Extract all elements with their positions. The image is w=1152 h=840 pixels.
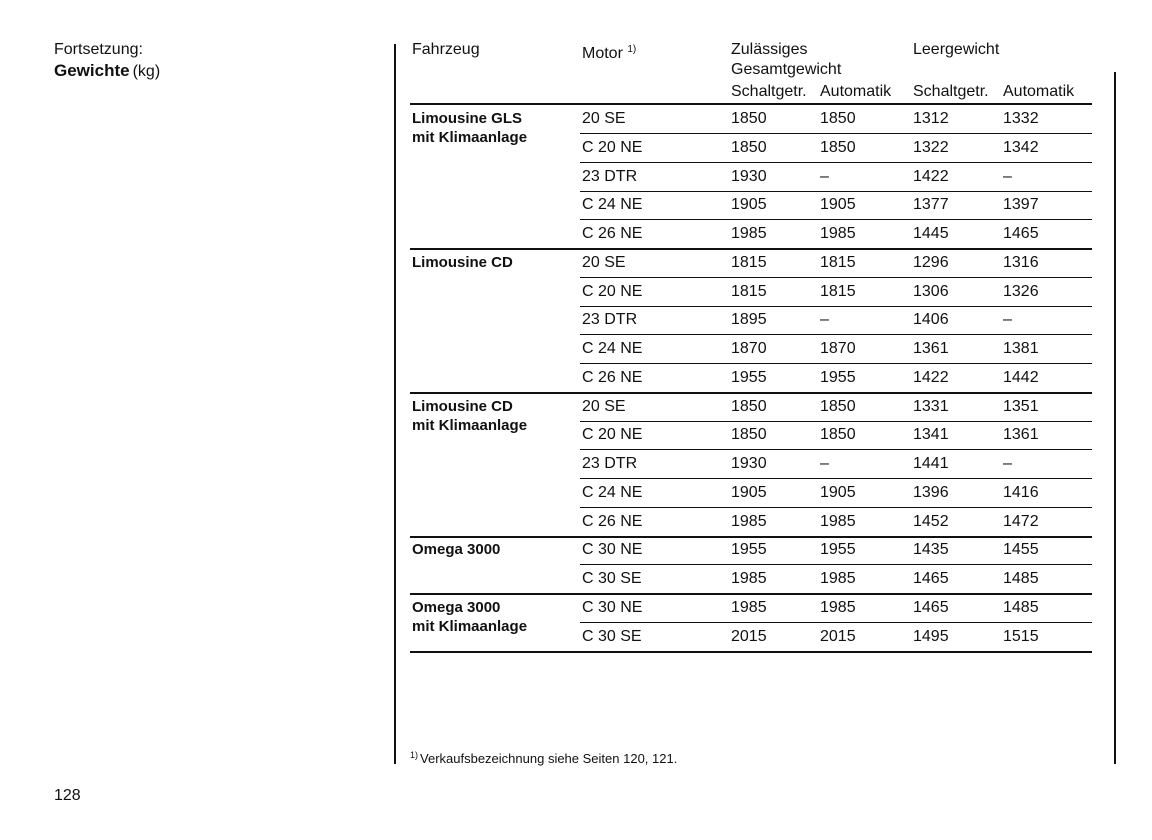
engine-cell: C 26 NE	[582, 225, 643, 242]
weight-cell: 1472	[1003, 512, 1039, 530]
weight-cell: 1397	[1003, 196, 1039, 214]
engine-cell: 20 SE	[582, 397, 626, 415]
weight-cell: 1985	[820, 512, 856, 530]
vehicle-label: Limousine CD	[412, 253, 513, 271]
row-rule	[580, 162, 1092, 163]
group-rule	[410, 392, 1092, 394]
footnote-text: Verkaufsbezeichnung siehe Seiten 120, 121.	[420, 751, 678, 766]
weight-cell: 1465	[1003, 225, 1039, 242]
weight-cell: 1850	[820, 110, 856, 127]
weight-cell: 1815	[731, 253, 767, 271]
vehicle-label: mit Klimaanlage	[412, 129, 528, 146]
weight-cell: 1985	[820, 598, 856, 616]
weight-cell: 1296	[913, 253, 949, 271]
weight-cell: 1381	[1003, 340, 1039, 357]
engine-cell: C 30 SE	[582, 570, 642, 587]
vehicle-label: mit Klimaanlage	[412, 617, 528, 635]
weight-cell: 1342	[1003, 138, 1039, 156]
weight-cell: 1905	[731, 196, 767, 214]
weight-cell: 1416	[1003, 483, 1039, 501]
footnote-ref: 1)	[627, 44, 637, 55]
weight-cell: –	[1003, 167, 1012, 185]
weight-cell: 1332	[1003, 110, 1039, 127]
weight-cell: –	[820, 311, 829, 329]
weight-cell: 1895	[731, 311, 767, 329]
row-rule	[580, 478, 1092, 479]
weight-cell: 1396	[913, 483, 949, 501]
weight-cell: 1326	[1003, 282, 1039, 300]
weight-cell: 2015	[820, 627, 856, 645]
engine-cell: C 26 NE	[582, 512, 643, 530]
row-rule	[580, 306, 1092, 307]
weight-cell: 1322	[913, 138, 949, 156]
weight-cell: –	[820, 167, 829, 185]
row-rule	[580, 219, 1092, 220]
engine-cell: C 26 NE	[582, 368, 643, 386]
engine-cell: C 24 NE	[582, 483, 643, 501]
weight-cell: 1985	[731, 512, 767, 530]
weight-cell: 1351	[1003, 397, 1039, 415]
engine-cell: C 30 SE	[582, 627, 642, 645]
group-rule	[410, 593, 1092, 595]
engine-cell: C 20 NE	[582, 426, 643, 444]
weight-cell: 1850	[820, 426, 856, 444]
row-rule	[580, 622, 1092, 623]
engine-cell: 20 SE	[582, 253, 626, 271]
weight-cell: 1985	[731, 570, 767, 587]
header-vehicle: Fahrzeug	[412, 41, 480, 58]
weight-cell: 1361	[1003, 426, 1039, 444]
weight-cell: 1905	[820, 483, 856, 501]
page-number: 128	[54, 787, 81, 804]
weight-cell: 1985	[820, 570, 856, 587]
row-rule	[580, 507, 1092, 508]
weight-cell: 1985	[820, 225, 856, 242]
weight-cell: 1442	[1003, 368, 1039, 386]
weight-cell: 1955	[820, 541, 856, 559]
engine-cell: 20 SE	[582, 110, 626, 127]
weight-cell: 1406	[913, 311, 949, 329]
engine-cell: C 20 NE	[582, 138, 643, 156]
engine-cell: C 30 NE	[582, 541, 643, 559]
weight-cell: 1445	[913, 225, 949, 242]
weight-cell: 1955	[731, 541, 767, 559]
weight-cell: 1422	[913, 167, 949, 185]
header-auto-gross: Automatik	[820, 83, 892, 100]
group-rule	[410, 651, 1092, 653]
engine-cell: C 24 NE	[582, 340, 643, 357]
row-rule	[580, 564, 1092, 565]
weight-cell: 1955	[731, 368, 767, 386]
weight-cell: 1815	[731, 282, 767, 300]
row-rule	[580, 449, 1092, 450]
weight-cell: 1870	[820, 340, 856, 357]
weight-cell: 1331	[913, 397, 949, 415]
weight-cell: 1985	[731, 598, 767, 616]
weight-cell: 1316	[1003, 253, 1039, 271]
weight-cell: 1441	[913, 455, 949, 472]
weight-cell: 1815	[820, 253, 856, 271]
header-auto-empty: Automatik	[1003, 83, 1075, 100]
weight-cell: 1850	[820, 138, 856, 156]
weight-cell: 1452	[913, 512, 949, 530]
row-rule	[580, 191, 1092, 192]
weight-cell: –	[820, 455, 829, 472]
vehicle-label: Omega 3000	[412, 598, 501, 616]
weight-cell: 1985	[731, 225, 767, 242]
weight-cell: 2015	[731, 627, 767, 645]
weight-cell: 1377	[913, 196, 949, 214]
row-rule	[580, 421, 1092, 422]
weight-cell: 1515	[1003, 627, 1039, 645]
weight-cell: 1422	[913, 368, 949, 386]
weight-cell: –	[1003, 311, 1012, 329]
vehicle-label: Omega 3000	[412, 541, 501, 559]
weight-cell: 1850	[731, 138, 767, 156]
weight-cell: 1341	[913, 426, 949, 444]
weight-cell: 1485	[1003, 570, 1039, 587]
row-rule	[580, 277, 1092, 278]
weight-cell: 1361	[913, 340, 949, 357]
header-empty-weight: Leergewicht	[913, 41, 1000, 58]
weight-cell: 1905	[820, 196, 856, 214]
vehicle-label: Limousine GLS	[412, 110, 523, 127]
group-rule	[410, 248, 1092, 250]
weight-cell: 1485	[1003, 598, 1039, 616]
weight-cell: 1435	[913, 541, 949, 559]
engine-cell: 23 DTR	[582, 167, 638, 185]
footnote	[410, 750, 677, 766]
weight-cell: 1905	[731, 483, 767, 501]
weight-cell: 1455	[1003, 541, 1039, 559]
header-gross-line1: Zulässiges	[731, 41, 808, 58]
weight-cell: 1306	[913, 282, 949, 300]
weight-cell: 1930	[731, 455, 767, 472]
engine-cell: 23 DTR	[582, 311, 638, 329]
vehicle-label: mit Klimaanlage	[412, 416, 528, 434]
group-rule	[410, 536, 1092, 538]
header-manual-empty: Schaltgetr.	[913, 83, 989, 100]
row-rule	[580, 334, 1092, 335]
header-engine-label: Motor	[582, 45, 623, 62]
header-manual-gross: Schaltgetr.	[731, 83, 807, 100]
weight-cell: –	[1003, 455, 1012, 472]
row-rule	[580, 133, 1092, 134]
weight-cell: 1930	[731, 167, 767, 185]
weight-cell: 1955	[820, 368, 856, 386]
heading: Gewichte	[54, 61, 130, 80]
unit-label: (kg)	[132, 63, 161, 80]
engine-cell: C 24 NE	[582, 196, 643, 214]
engine-cell: 23 DTR	[582, 455, 638, 472]
weight-cell: 1850	[731, 426, 767, 444]
weight-cell: 1870	[731, 340, 767, 357]
weight-cell: 1495	[913, 627, 949, 645]
vehicle-label: Limousine CD	[412, 397, 513, 415]
weight-cell: 1815	[820, 282, 856, 300]
weight-cell: 1465	[913, 598, 949, 616]
continuation-label: Fortsetzung:	[54, 41, 143, 58]
weight-cell: 1850	[731, 110, 767, 127]
weight-cell: 1312	[913, 110, 949, 127]
weight-cell: 1465	[913, 570, 949, 587]
engine-cell: C 30 NE	[582, 598, 643, 616]
row-rule	[580, 363, 1092, 364]
footnote-marker: 1)	[410, 750, 419, 760]
header-gross-line2: Gesamtgewicht	[731, 61, 842, 78]
weight-cell: 1850	[731, 397, 767, 415]
engine-cell: C 20 NE	[582, 282, 643, 300]
weight-cell: 1850	[820, 397, 856, 415]
